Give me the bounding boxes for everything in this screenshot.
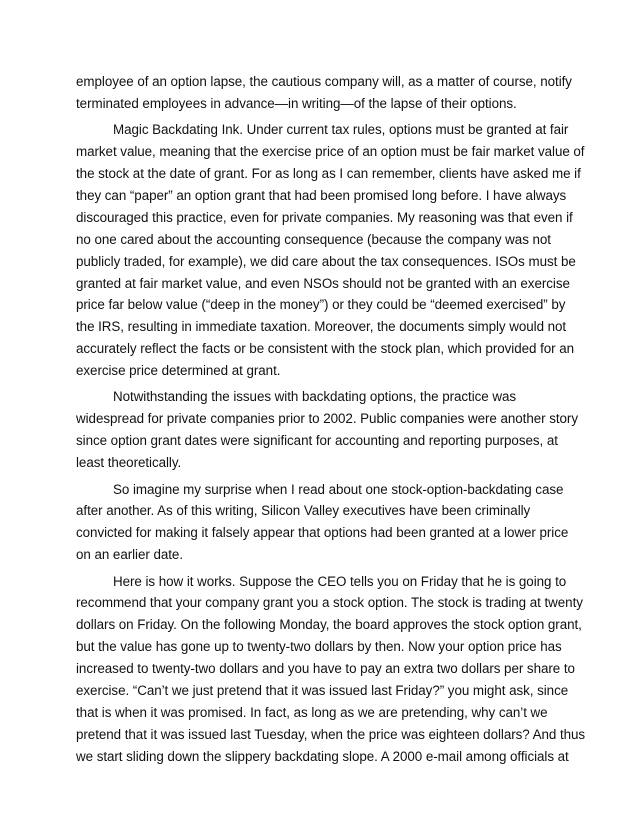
- text-line: So imagine my surprise when I read about one stock-option-backdating case: [113, 481, 564, 497]
- text-line: granted at fair market value, and even NSOs should not be granted with an exercise: [76, 275, 570, 291]
- text-line: the stock at the date of grant. For as long as I can remember, clients have asked me if: [76, 166, 581, 182]
- text-line: after another. As of this writing, Silicon Valley executives have been criminally: [76, 503, 531, 519]
- text-line: we start sliding down the slippery backdating slope. A 2000 e-mail among officials at: [76, 748, 569, 764]
- text-line: increased to twenty-two dollars and you have to pay an extra two dollars per share to: [76, 661, 575, 677]
- text-line: that is when it was promised. In fact, as long as we are pretending, why can’t we: [76, 704, 548, 720]
- text-line: on an earlier date.: [76, 547, 183, 563]
- paragraph: [76, 571, 586, 768]
- text-line: widespread for private companies prior to 2002. Public companies were another story: [76, 411, 578, 427]
- text-line: convicted for making it falsely appear that options had been granted at a lower price: [76, 525, 569, 541]
- text-line: Here is how it works. Suppose the CEO tells you on Friday that he is going to: [113, 573, 567, 589]
- text-line: recommend that your company grant you a stock option. The stock is trading at twenty: [76, 595, 583, 611]
- paragraph: [76, 71, 572, 115]
- text-line: exercise price determined at grant.: [76, 363, 281, 379]
- text-line: since option grant dates were significant for accounting and reporting purposes, at: [76, 433, 558, 449]
- text-line: price far below value (“deep in the money”) or they could be “deemed exercised” by: [76, 297, 566, 313]
- text-line: they can “paper” an option grant that had been promised long before. I have always: [76, 187, 567, 203]
- paragraph: [76, 479, 569, 567]
- text-line: Notwithstanding the issues with backdating options, the practice was: [113, 389, 517, 405]
- text-line: publicly traded, for example), we did care about the tax consequences. ISOs must be: [76, 253, 576, 269]
- paragraph: [76, 386, 578, 474]
- text-line: accurately reflect the facts or be consistent with the stock plan, which provided for an: [76, 341, 575, 357]
- text-line: exercise. “Can’t we just pretend that it was issued last Friday?” you might ask, since: [76, 683, 569, 699]
- text-line: market value, meaning that the exercise price of an option must be fair market value of: [76, 144, 585, 160]
- body-text: [76, 71, 586, 768]
- text-line: discouraged this practice, even for private companies. My reasoning was that even if: [76, 209, 573, 225]
- text-line: terminated employees in advance—in writing—of the lapse of their options.: [76, 95, 517, 111]
- text-line: but the value has gone up to twenty-two dollars by then. Now your option price has: [76, 639, 562, 655]
- text-line: employee of an option lapse, the cautious company will, as a matter of course, notify: [76, 74, 572, 89]
- text-line: the IRS, resulting in immediate taxation. Moreover, the documents simply would not: [76, 319, 567, 335]
- text-line: Magic Backdating Ink. Under current tax rules, options must be granted at fair: [113, 122, 569, 138]
- paragraph: [76, 119, 585, 382]
- text-line: pretend that it was issued last Tuesday, when the price was eighteen dollars? And thus: [76, 726, 586, 742]
- text-line: least theoretically.: [76, 455, 182, 471]
- text-line: dollars on Friday. On the following Monday, the board approves the stock option grant,: [76, 617, 582, 633]
- text-line: no one cared about the accounting consequence (because the company was not: [76, 231, 551, 247]
